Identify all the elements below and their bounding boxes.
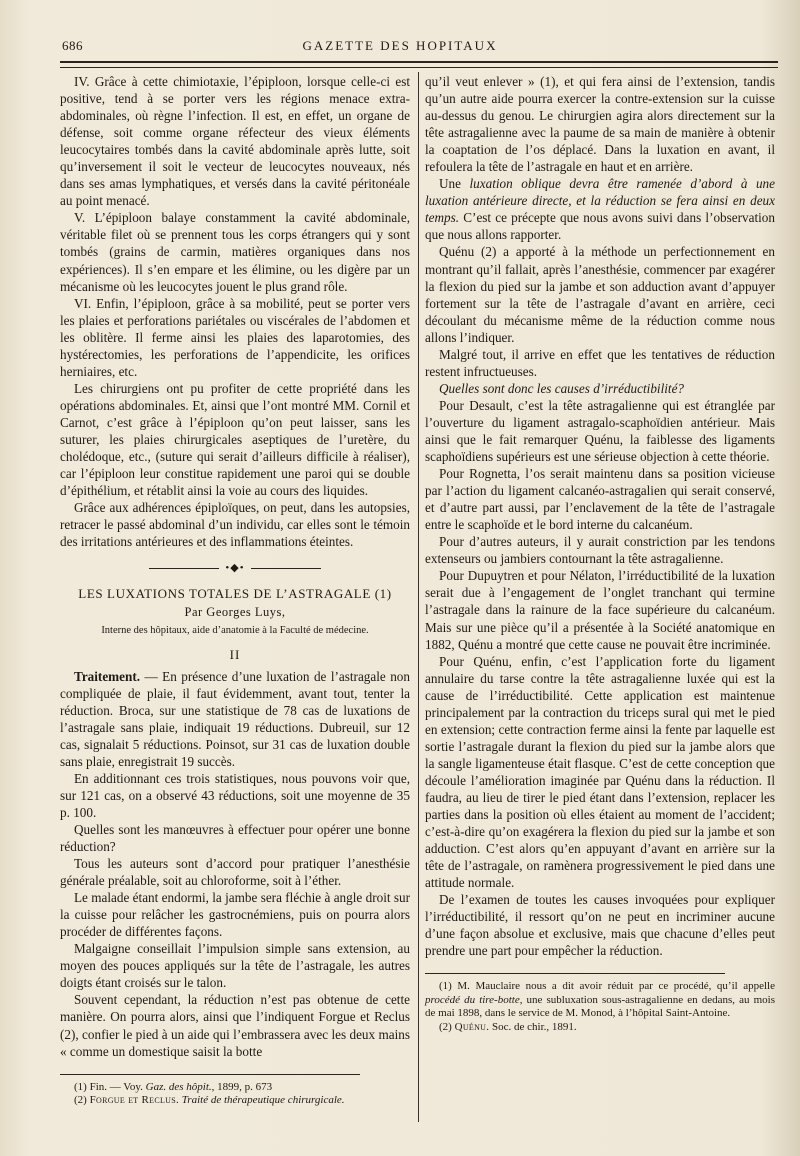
article-title: LES LUXATIONS TOTALES DE L’ASTRAGALE (1) xyxy=(78,586,392,602)
footnote-text: (2) xyxy=(439,1020,455,1033)
paragraph: Tous les auteurs sont d’accord pour pratiquer l’anesthésie générale préalable, soit au chloroforme, soit à l’éther. xyxy=(60,856,410,889)
paragraph: Les chirurgiens ont pu profiter de cette propriété dans les opérations abdominales. Et, ainsi que l’ont montré MM. Cornil et Carnot, c’est grâce à l’épiploon qu’on peut laisser, sans les suturer, les plaies chirurgicales aseptiques de l’uretère, du cholédoque, etc., (suture qui serait d’ailleurs difficile à réaliser), car l’épiploon leur constitue rapidement une paroi qui se double d’épithélium, et rétablit ainsi la voie au cours des liquides. xyxy=(60,380,410,499)
paragraph xyxy=(60,668,410,770)
paragraph: Quelles sont les manœuvres à effectuer pour opérer une bonne réduction? xyxy=(60,821,410,855)
paragraph xyxy=(425,175,775,243)
paragraph-italic: Quelles sont donc les causes d’irréductibilité? xyxy=(439,380,685,396)
article-author: Par Georges Luys, xyxy=(184,605,286,620)
section-separator: •◆• xyxy=(60,560,410,577)
footnote xyxy=(60,1094,410,1107)
paragraph xyxy=(425,380,775,397)
paragraph: En additionnant ces trois statistiques, nous pouvons voir que, sur 121 cas, on a observé 43 réductions, soit une moyenne de 35 p. 100. xyxy=(60,770,410,820)
page-number: 686 xyxy=(62,38,83,53)
paragraph-lead: Traitement. xyxy=(74,668,141,684)
paragraph: qu’il veut enlever » (1), et qui fera ainsi de l’extension, tandis qu’un autre aide pourra exercer la contre-extension sur la cuisse au-dessus du genou. Le chirurgien agira alors directement sur la tête astragalienne avec la paume de sa main de manière à obtenir la coaptation de l’os déplacé. Dans la luxation en avant, il refoulera la tête de l’astragale en haut et en arrière. xyxy=(425,74,775,175)
footnote xyxy=(60,1081,410,1094)
footnote-title: Traité de thérapeutique chirurgicale. xyxy=(181,1094,345,1107)
footnote-text: (1) M. Mauclaire nous a dit avoir réduit par ce procédé, qu’il appelle xyxy=(439,980,775,993)
article-affiliation: Interne des hôpitaux, aide d’anatomie à la Faculté de médecine. xyxy=(101,625,369,637)
paragraph: Le malade étant endormi, la jambe sera fléchie à angle droit sur la cuisse pour relâcher les gastrocnémiens, puis on pourra alors procéder de différentes façons. xyxy=(60,890,410,940)
section-number: II xyxy=(229,646,241,662)
paragraph-text: C’est ce précepte que nous avons suivi dans l’observation que nous allons rapporter. xyxy=(425,210,775,243)
footnote-text: (2) xyxy=(74,1094,90,1107)
running-title: GAZETTE DES HOPITAUX xyxy=(302,38,498,53)
right-column xyxy=(425,73,775,1034)
paragraph: Quénu (2) a apporté à la méthode un perfectionnement en montrant qu’il fallait, après l’anesthésie, commencer par exagérer la flexion du pied sur la jambe et son adduction avant d’appuyer fortement sur la tête de l’astragale d’avant en arrière, ceci découlant du mécanisme même de la réduction comme nous allons l’indiquer. xyxy=(425,244,775,345)
paragraph: IV. Grâce à cette chimiotaxie, l’épiploon, lorsque celle-ci est positive, tend à se porter vers les régions menace extra-abdominales, où règne l’infection. Il est, en effet, un organe de défense, soit comme organe réfecteur des vieux éléments leucocytaires tombés dans la cavité abdominale après lutte, soit qu’inversement il soit le vecteur de leucocytes nouveaux, nés dans ses amas lymphatiques, et versés dans la cavité péritonéale au point menacé. xyxy=(60,74,410,209)
footnote-journal: Gaz. des hôpit. xyxy=(145,1080,212,1093)
footnote-italic: procédé du tire-botte xyxy=(425,993,520,1006)
footnote-author: Quénu. xyxy=(454,1020,490,1033)
paragraph: Souvent cependant, la réduction n’est pas obtenue de cette manière. On pourra alors, ainsi que l’indiquent Forgue et Reclus (2), confier le pied à un aide qui l’embrassera avec les deux mains « comme un domestique saisit la botte xyxy=(60,992,410,1059)
header-rule-thin xyxy=(60,67,778,68)
paragraph: Malgaigne conseillait l’impulsion simple sans extension, au moyen des pouces appliqués sur la tête de l’astragale, les autres doigts étant croisés sur le talon. xyxy=(60,941,410,991)
footnote xyxy=(425,980,775,1020)
paragraph: Pour d’autres auteurs, il y aurait constriction par les tendons extenseurs ou jambiers contournant la tête astragalienne. xyxy=(425,534,775,567)
footnote-rule xyxy=(425,973,725,974)
paragraph-italic: luxation oblique devra être ramenée d’abord à une luxation antérieure directe, et la réduction se fera ainsi en deux temps. xyxy=(425,176,775,226)
paragraph: De l’examen de toutes les causes invoquées pour expliquer l’irréductibilité, il ressort qu’on ne peut en incriminer aucune d’une façon absolue et exclusive, mais que chacune d’elles peut prendre une part pour empêcher la réduction. xyxy=(425,892,775,959)
left-column xyxy=(60,73,410,1107)
paragraph: Pour Quénu, enfin, c’est l’application forte du ligament annulaire du tarse contre la tête astragalienne luxée qui est la cause de l’irréductibilité. Cette application est maintenue principalement par la contraction du triceps sural qui met le pied en extension; cette contraction ferme ainsi la fente par laquelle est sortie l’astragale durant la flexion du pied sur la jambe alors que la sangle ligamenteuse était flasque. C’est de cette conception que découle l’amélioration imaginée par Quénu dans la réduction. Il faudra, au lieu de tirer le pied étant dans l’extension, replacer les parties dans la position où elles étaient au moment de l’accident; c’est-à-dire qu’on exagérera la flexion du pied sur la jambe et son adduction. C’est alors qu’en appuyant d’avant en arrière sur la tête de l’astragale, on ramènera progressivement le pied dans une attitude normale. xyxy=(425,653,775,891)
footnote-text: Soc. de chir., 1891. xyxy=(489,1020,577,1033)
column-divider xyxy=(418,72,419,1122)
paragraph-text: Une xyxy=(439,176,470,192)
footnote-text: , 1899, p. 673 xyxy=(211,1080,273,1093)
paragraph-text: — En présence d’une luxation de l’astragale non compliquée de plaie, il faut évidemment, avant tout, tenter la réduction. Broca, sur une statistique de 78 cas de luxations de l’astragale sans plaie, indiquait 19 réductions. Dubreuil, sur 12 cas, signalait 5 réductions. Poinsot, sur 31 cas de luxation double sans plaie, enregistrait 19 succès. xyxy=(60,668,410,769)
footnote xyxy=(425,1021,775,1034)
footnote-text: , une subluxation sous-astragalienne en dedans, au mois de mai 1898, dans le service de M. Monod, à l’hôpital Saint-Antoine. xyxy=(425,993,775,1020)
paragraph: Grâce aux adhérences épiploïques, on peut, dans les autopsies, retracer le passé abdominal d’un individu, car elles sont le témoin des irritations antérieures et des inflammations éteintes. xyxy=(60,500,410,550)
paragraph: Pour Desault, c’est la tête astragalienne qui est étranglée par l’ouverture du ligament astragalo-scaphoïdien antérieur. Mais ainsi que le fait remarquer Quénu, la faiblesse des ligaments scaphoïdiens supérieurs est une sérieuse objection à cette théorie. xyxy=(425,397,775,465)
footnote-authors: Forgue et Reclus. xyxy=(89,1094,180,1107)
paragraph: Pour Dupuytren et pour Nélaton, l’irréductibilité de la luxation serait due à l’engagement de l’onglet tranchant qui termine l’astragale dans la rainure de la face supérieure du calcanéum. Mais sur une pièce qu’il a présentée à la Société anatomique en 1882, Quénu a montré que cette cause ne pouvait être incriminée. xyxy=(425,568,775,652)
paragraph: Pour Rognetta, l’os serait maintenu dans sa position vicieuse par l’action du ligament calcanéo-astragalien qui serait conservé, et d’autre part aussi, par l’enclavement de la tête de l’astragale entre le scaphoïde et le bord interne du calcanéum. xyxy=(425,466,775,533)
footnote-text: (1) Fin. — Voy. xyxy=(74,1080,146,1093)
header-rule-thick xyxy=(60,61,778,63)
footnote-rule xyxy=(60,1074,360,1075)
paragraph: VI. Enfin, l’épiploon, grâce à sa mobilité, peut se porter vers les plaies et perforations pariétales ou viscérales de l’abdomen et les oblitère. Il ferme ainsi les plaies des laparotomies, des hystérectomies, les perforations de l’appendicite, les orifices herniaires, etc. xyxy=(60,295,410,379)
paragraph: V. L’épiploon balaye constamment la cavité abdominale, véritable filet où se prennent tous les corps étrangers qui y sont tombés (grains de carmin, matières organiques dans nos expériences). Il s’en empare et les élimine, ou les digère par un mécanisme où les leucocytes jouent le plus grand rôle. xyxy=(60,210,410,294)
paragraph: Malgré tout, il arrive en effet que les tentatives de réduction restent infructueuses. xyxy=(425,346,775,379)
